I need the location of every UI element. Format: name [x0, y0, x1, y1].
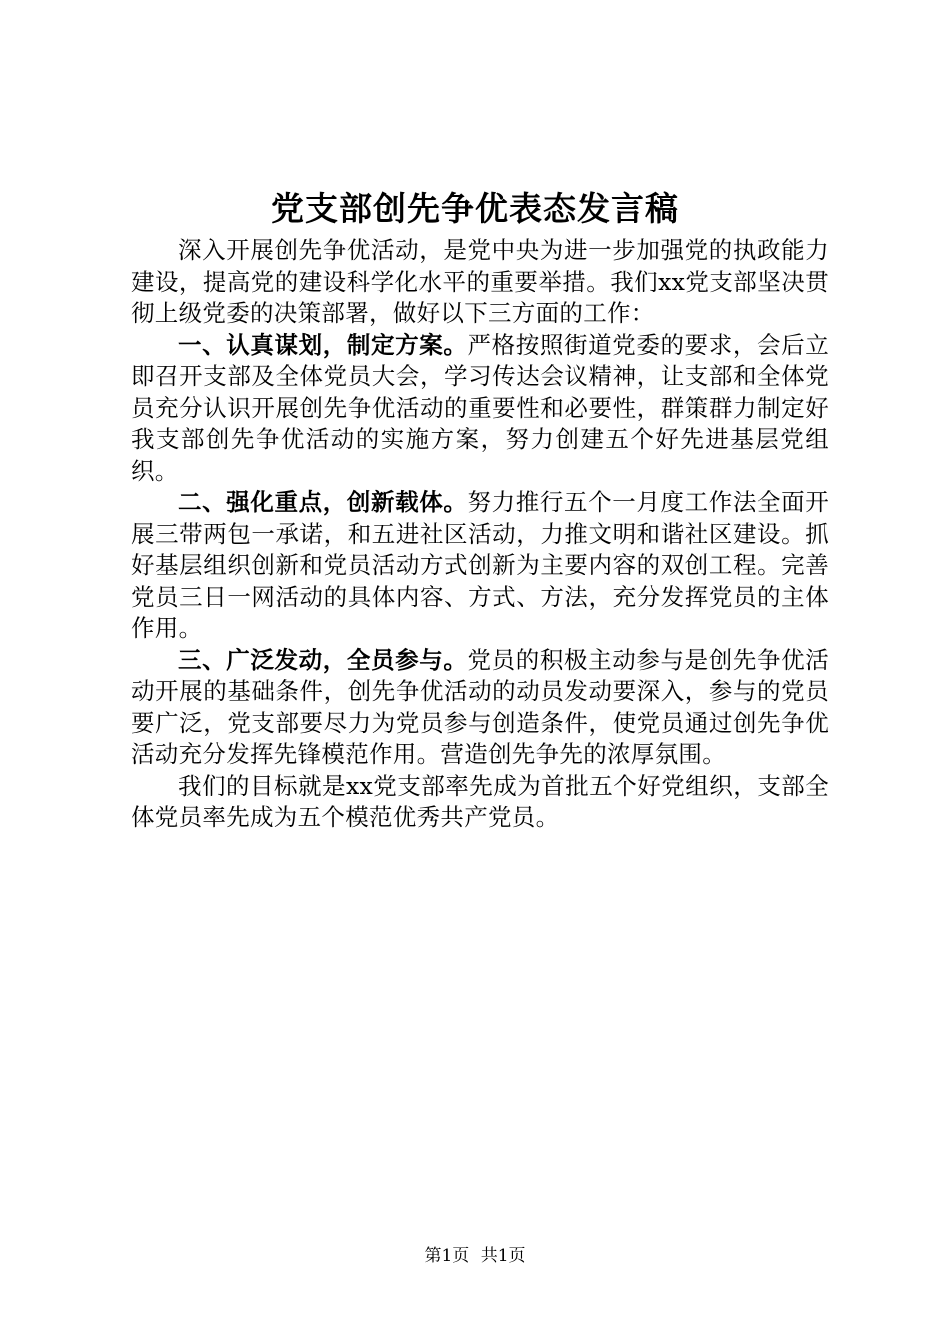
document-title: 党支部创先争优表态发言稿: [271, 189, 679, 228]
page-footer: [0, 1244, 950, 1268]
page-total: 共1页: [480, 1246, 526, 1266]
paragraph-intro: [131, 235, 829, 330]
paragraph-text: 努力推行五个一月度工作法全面开展三带两包一承诺，和五进社区活动，力推文明和谐社区建设。抓好基层组织创新和党员活动方式创新为主要内容的双创工程。完善党员三日一网活动的具体内容、方式、方法，充分发挥党员的主体作用。: [131, 488, 830, 642]
paragraph-conclusion: [131, 771, 829, 834]
paragraph-text: 我们的目标就是xx党支部率先成为首批五个好党组织，支部全体党员率先成为五个模范优秀共产党员。: [131, 771, 829, 831]
paragraph-text: 党员的积极主动参与是创先争优活动开展的基础条件，创先争优活动的动员发动要深入，参与的党员要广泛，党支部要尽力为党员参与创造条件，使党员通过创先争优活动充分发挥先锋模范作用。营造创先争先的浓厚氛围。: [131, 645, 830, 768]
section-heading: 三、广泛发动，全员参与。: [178, 645, 468, 674]
paragraph-text: 严格按照街道党委的要求，会后立即召开支部及全体党员大会，学习传达会议精神，让支部和全体党员充分认识开展创先争优活动的重要性和必要性，群策群力制定好我支部创先争优活动的实施方案，努力创建五个好先进基层党组织。: [131, 330, 830, 485]
section-heading: 二、强化重点，创新载体。: [178, 488, 468, 516]
paragraph-text: 深入开展创先争优活动，是党中央为进一步加强党的执政能力建设，提高党的建设科学化水平的重要举措。我们xx党支部坚决贯彻上级党委的决策部署，做好以下三方面的工作：: [131, 236, 829, 327]
paragraph-section-3: [131, 645, 829, 771]
page-number: 第1页: [424, 1246, 470, 1266]
paragraph-section-1: [131, 330, 829, 488]
document-body: [131, 235, 829, 834]
paragraph-section-2: [131, 487, 829, 645]
section-heading: 一、认真谋划，制定方案。: [178, 330, 468, 359]
